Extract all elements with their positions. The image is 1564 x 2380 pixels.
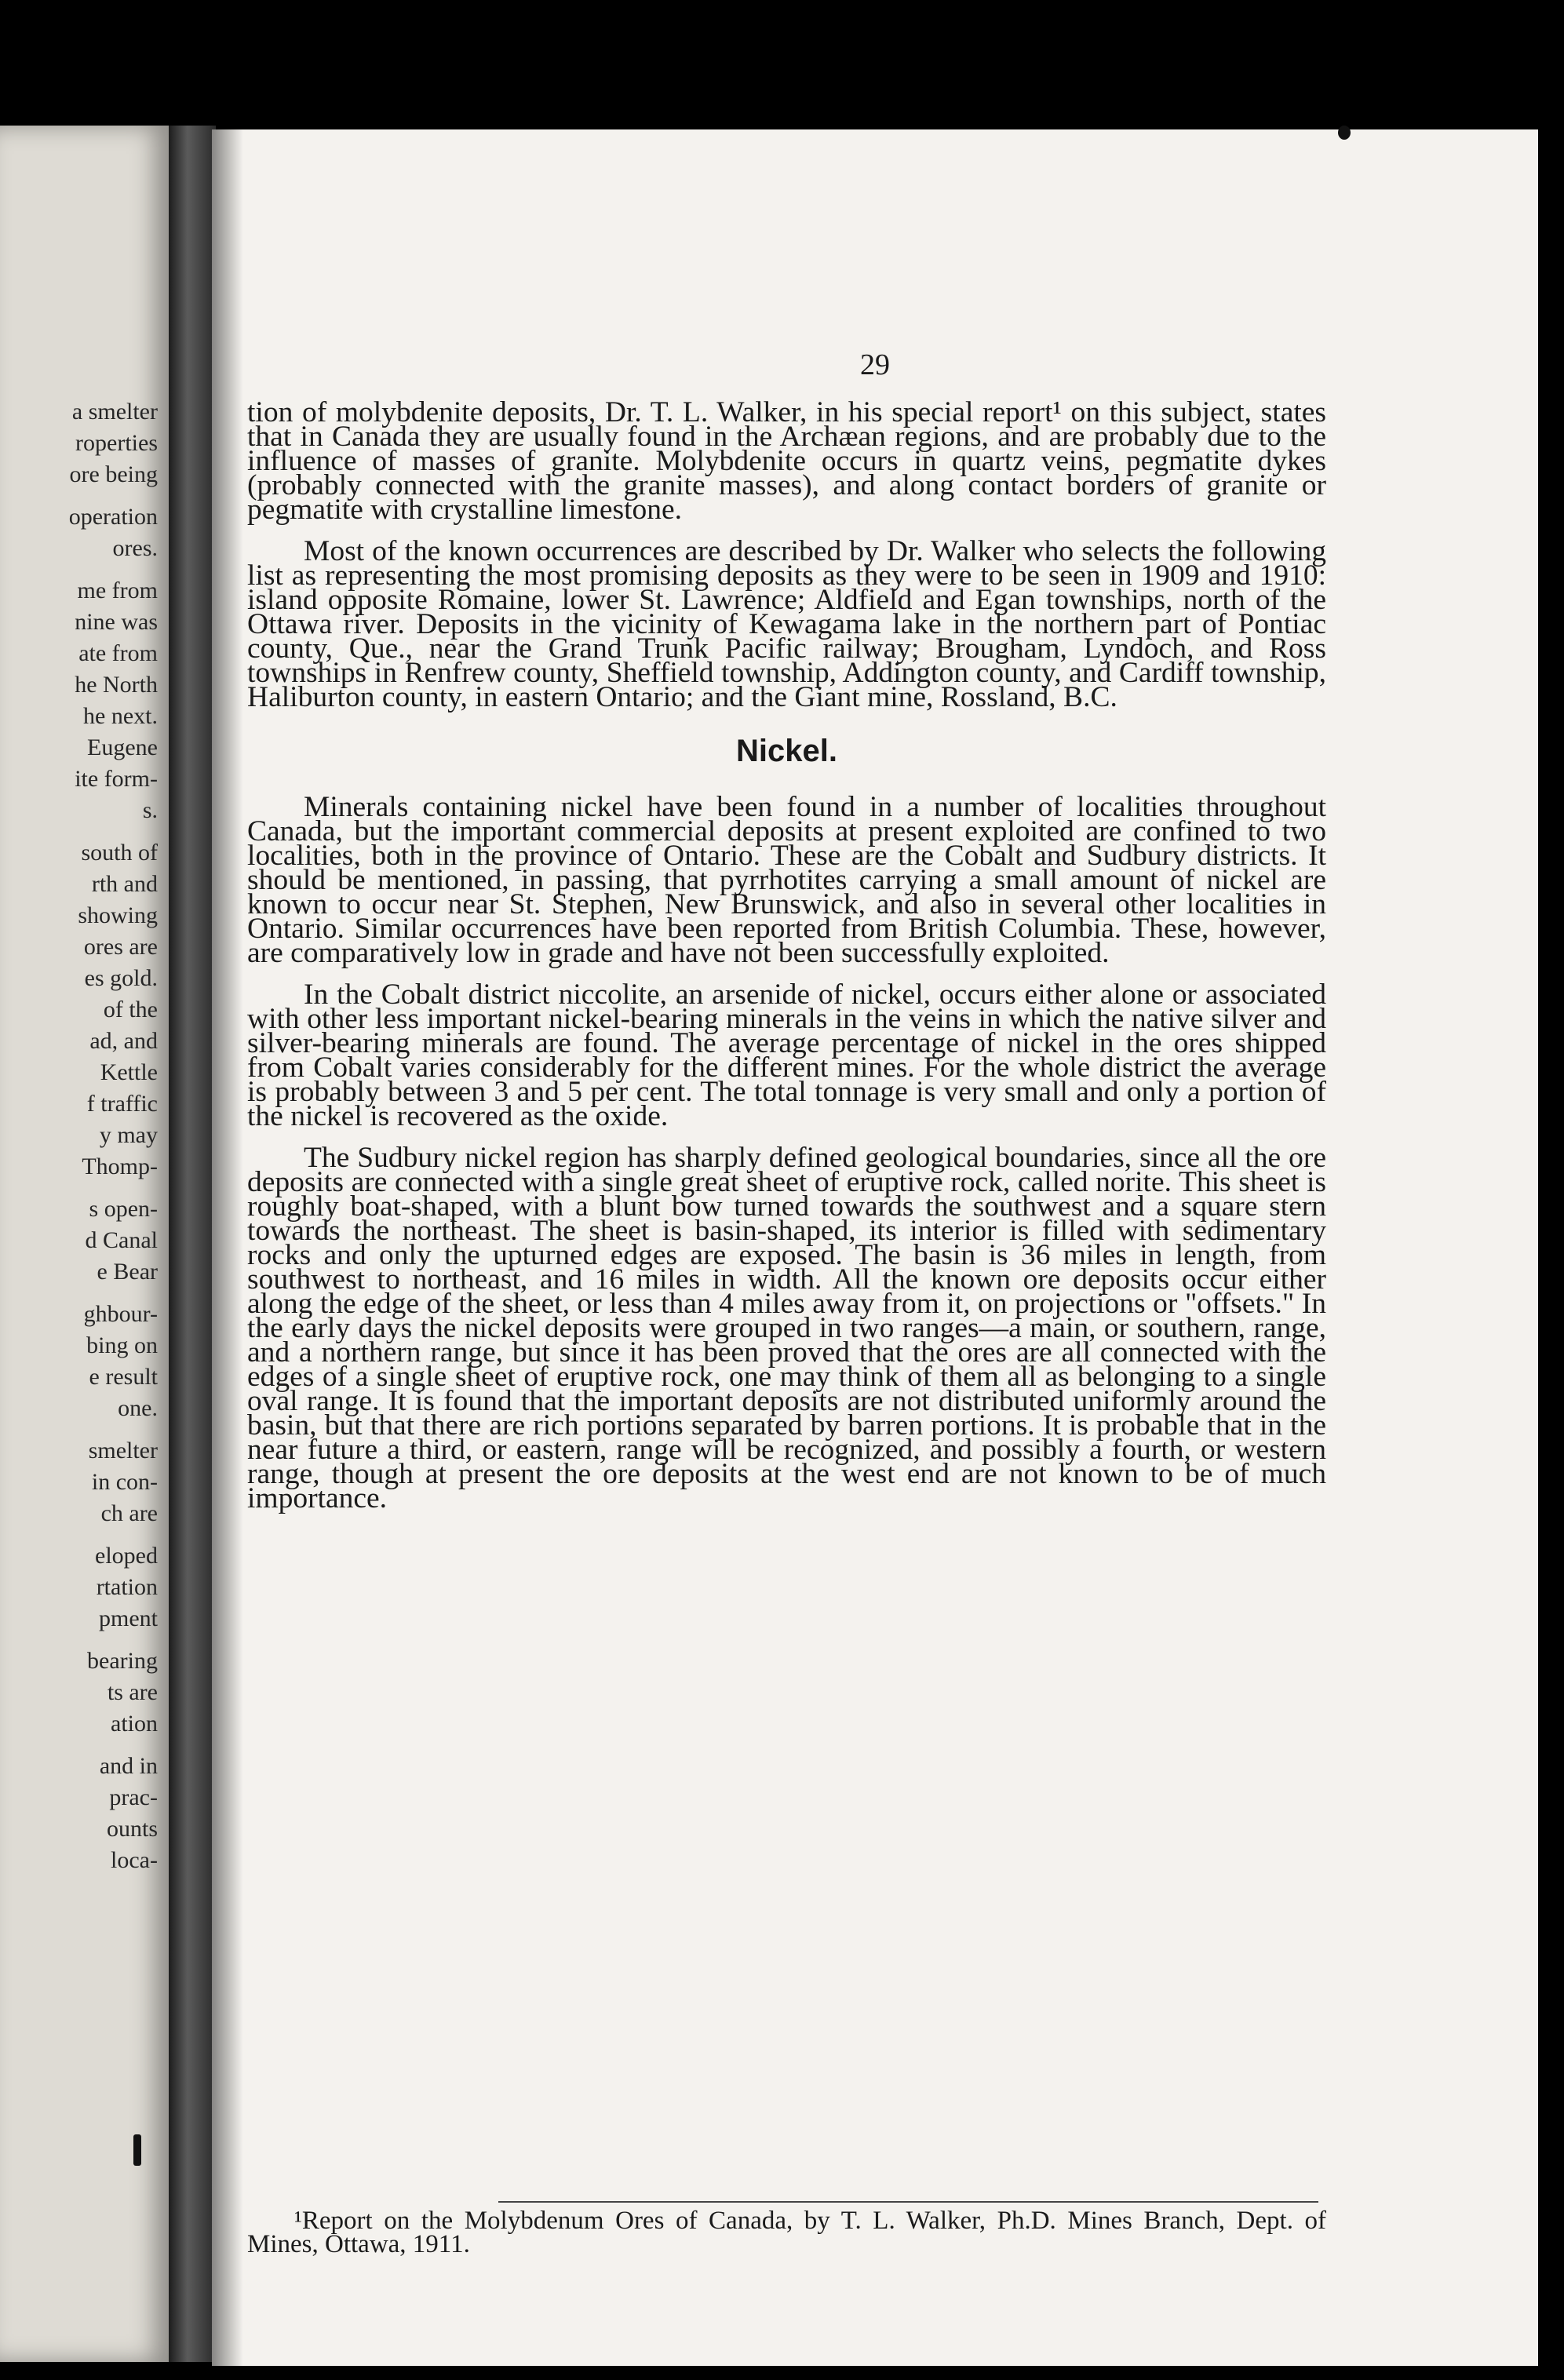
facing-page-line: one. [118,1395,158,1421]
page-number: 29 [860,348,890,381]
section-heading: Nickel. [736,734,837,768]
facing-page-line: ation [111,1711,158,1737]
facing-page-line: me from [77,578,158,603]
facing-page-line: s open- [89,1196,158,1222]
facing-page [0,126,169,2362]
facing-page-gap [1,1529,158,1540]
facing-page-line: ad, and [89,1028,158,1054]
footnote-rule [498,2201,1318,2203]
facing-page-line: Eugene [87,734,158,760]
facing-page-gap [1,1740,158,1751]
facing-page-line: roperties [75,430,158,456]
facing-page-line: e Bear [97,1259,158,1285]
facing-page-line: e result [89,1364,158,1390]
facing-page-line: s. [142,797,158,823]
facing-page-line: rtation [96,1574,158,1600]
facing-page-gap [1,1635,158,1646]
speck-mark [133,2134,141,2166]
footnote: ¹Report on the Molybdenum Ores of Canada, by T. L. Walker, Ph.D. Mines Branch, Dept. of Mines, Ottawa, 1911. [247,2207,1326,2258]
facing-page-line: he next. [83,703,158,729]
facing-page-line: y may [99,1122,158,1148]
facing-page-gap [1,826,158,837]
facing-page-line: pment [99,1605,158,1631]
paragraph: In the Cobalt district niccolite, an arsenide of nickel, occurs either alone or associated with other less important nickel-bearing minerals in the veins in which the native silver and silver-bearing minerals are found. The average percentage of nickel in the ores shipped from Cobalt varies considerably for the different mines. For the whole district the average is probably between 3 and 5 per cent. The total tonnage is very small and only a portion of the nickel is recovered as the oxide. [247,979,1326,1132]
facing-page-line: south of [81,840,158,866]
facing-page-line: in con- [91,1469,158,1495]
facing-page-gap [1,1424,158,1435]
page-edge-shadow [212,129,243,2366]
facing-page-line: eloped [95,1543,158,1569]
facing-page-line: smelter [88,1438,158,1463]
facing-page-line: ate from [78,640,158,666]
facing-page-line: nine was [75,609,158,635]
facing-page-line: ounts [106,1816,158,1842]
book-gutter [169,126,216,2362]
facing-page-gap [1,490,158,501]
facing-page-line: Kettle [100,1059,158,1085]
facing-page-line: ite form- [75,766,158,792]
facing-page-line: d Canal [85,1227,158,1253]
facing-page-text [1,396,158,1887]
facing-page-line: ores are [83,934,158,960]
paragraph: Minerals containing nickel have been found in a number of localities throughout Canada, but the important commercial deposits at present exploited are confined to two localities, both in the province of Ontario. These are the Cobalt and Sudbury districts. It should be mentioned, in passing, that pyrrhotites carrying a small amount of nickel are known to occur near St. Stephen, New Brunswick, and also in several other localities in Ontario. Similar occurrences have been reported from British Columbia. These, however, are comparatively low in grade and have not been successfully exploited. [247,791,1326,969]
facing-page-gap [1,1183,158,1194]
speck-mark [1338,126,1351,140]
facing-page-line: ts are [107,1679,158,1705]
facing-page-line: loca- [111,1847,158,1873]
facing-page-line: ghbour- [83,1301,158,1327]
facing-page-line: bing on [86,1332,158,1358]
facing-page-line: operation [68,504,158,530]
facing-page-line: Thomp- [82,1154,158,1179]
facing-page-line: es gold. [84,965,158,991]
paragraph: tion of molybdenite deposits, Dr. T. L. Walker, in his special report¹ on this subject, states that in Canada they are usually found in the Archæan regions, and are probably due to the influence of masses of granite. Molybdenite occurs in quartz veins, pegmatite dykes (probably connected with the granite masses), and along contact borders of granite or pegmatite with crystalline limestone. [247,396,1326,526]
facing-page-line: bearing [87,1648,158,1674]
main-page [212,129,1538,2366]
facing-page-line: showing [78,902,158,928]
facing-page-line: ores. [112,535,158,561]
facing-page-line: he North [75,672,158,698]
facing-page-line: ore being [69,461,158,487]
paragraph: The Sudbury nickel region has sharply defined geological boundaries, since all the ore deposits are connected with a single great sheet of eruptive rock, called norite. This sheet is roughly boat-shaped, with a blunt bow turned towards the southwest and a square stern towards the northeast. The sheet is basin-shaped, its interior is filled with sedimentary rocks and only the upturned edges are exposed. The basin is 36 miles in length, from southwest to northeast, and 16 miles in width. All the known ore deposits occur either along the edge of the sheet, or less than 4 miles away from it, on projections or "offsets." In the early days the nickel deposits were grouped in two ranges—a main, or southern, range, and a northern range, but since it has been proved that the ores are all connected with the edges of a single sheet of eruptive rock, one may think of them all as belonging to a single oval range. It is found that the important deposits are not distributed uniformly around the basin, but that there are rich portions separated by barren portions. It is probable that in the near future a third, or eastern, range will be recognized, and possibly a fourth, or western range, though at present the ore deposits at the west end are not known to be of much importance. [247,1142,1326,1514]
facing-page-line: f traffic [86,1091,158,1117]
facing-page-line: rth and [91,871,158,897]
facing-page-gap [1,1876,158,1887]
facing-page-gap [1,564,158,575]
facing-page-line: and in [99,1753,158,1779]
body-text [247,396,1326,1528]
paragraph: Most of the known occurrences are described by Dr. Walker who selects the following list as representing the most promising deposits as they were to be seen in 1909 and 1910: island opposite Romaine, lower St. Lawrence; Aldfield and Egan townships, north of the Ottawa river. Deposits in the vicinity of Kewagama lake in the northern part of Pontiac county, Que., near the Grand Trunk Pacific railway; Brougham, Lyndoch, and Ross townships in Renfrew county, Sheffield township, Addington county, and Cardiff township, Haliburton county, in eastern Ontario; and the Giant mine, Rossland, B.C. [247,535,1326,713]
facing-page-gap [1,1288,158,1299]
facing-page-line: a smelter [71,399,158,425]
facing-page-line: of the [103,997,158,1022]
facing-page-line: prac- [109,1784,158,1810]
facing-page-line: ch are [100,1500,158,1526]
